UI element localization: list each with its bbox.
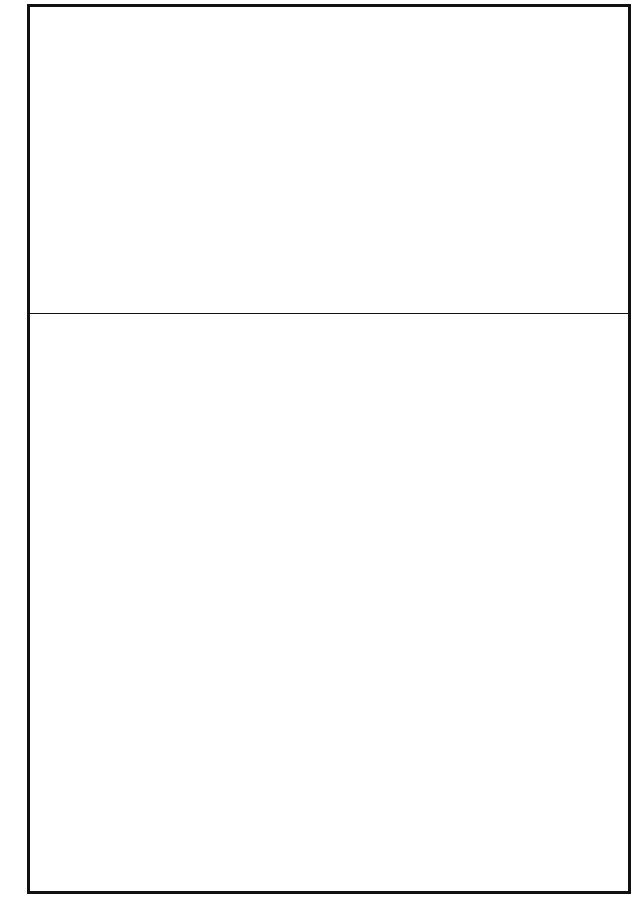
- page-frame: [27, 4, 631, 894]
- band-divider: [30, 313, 628, 314]
